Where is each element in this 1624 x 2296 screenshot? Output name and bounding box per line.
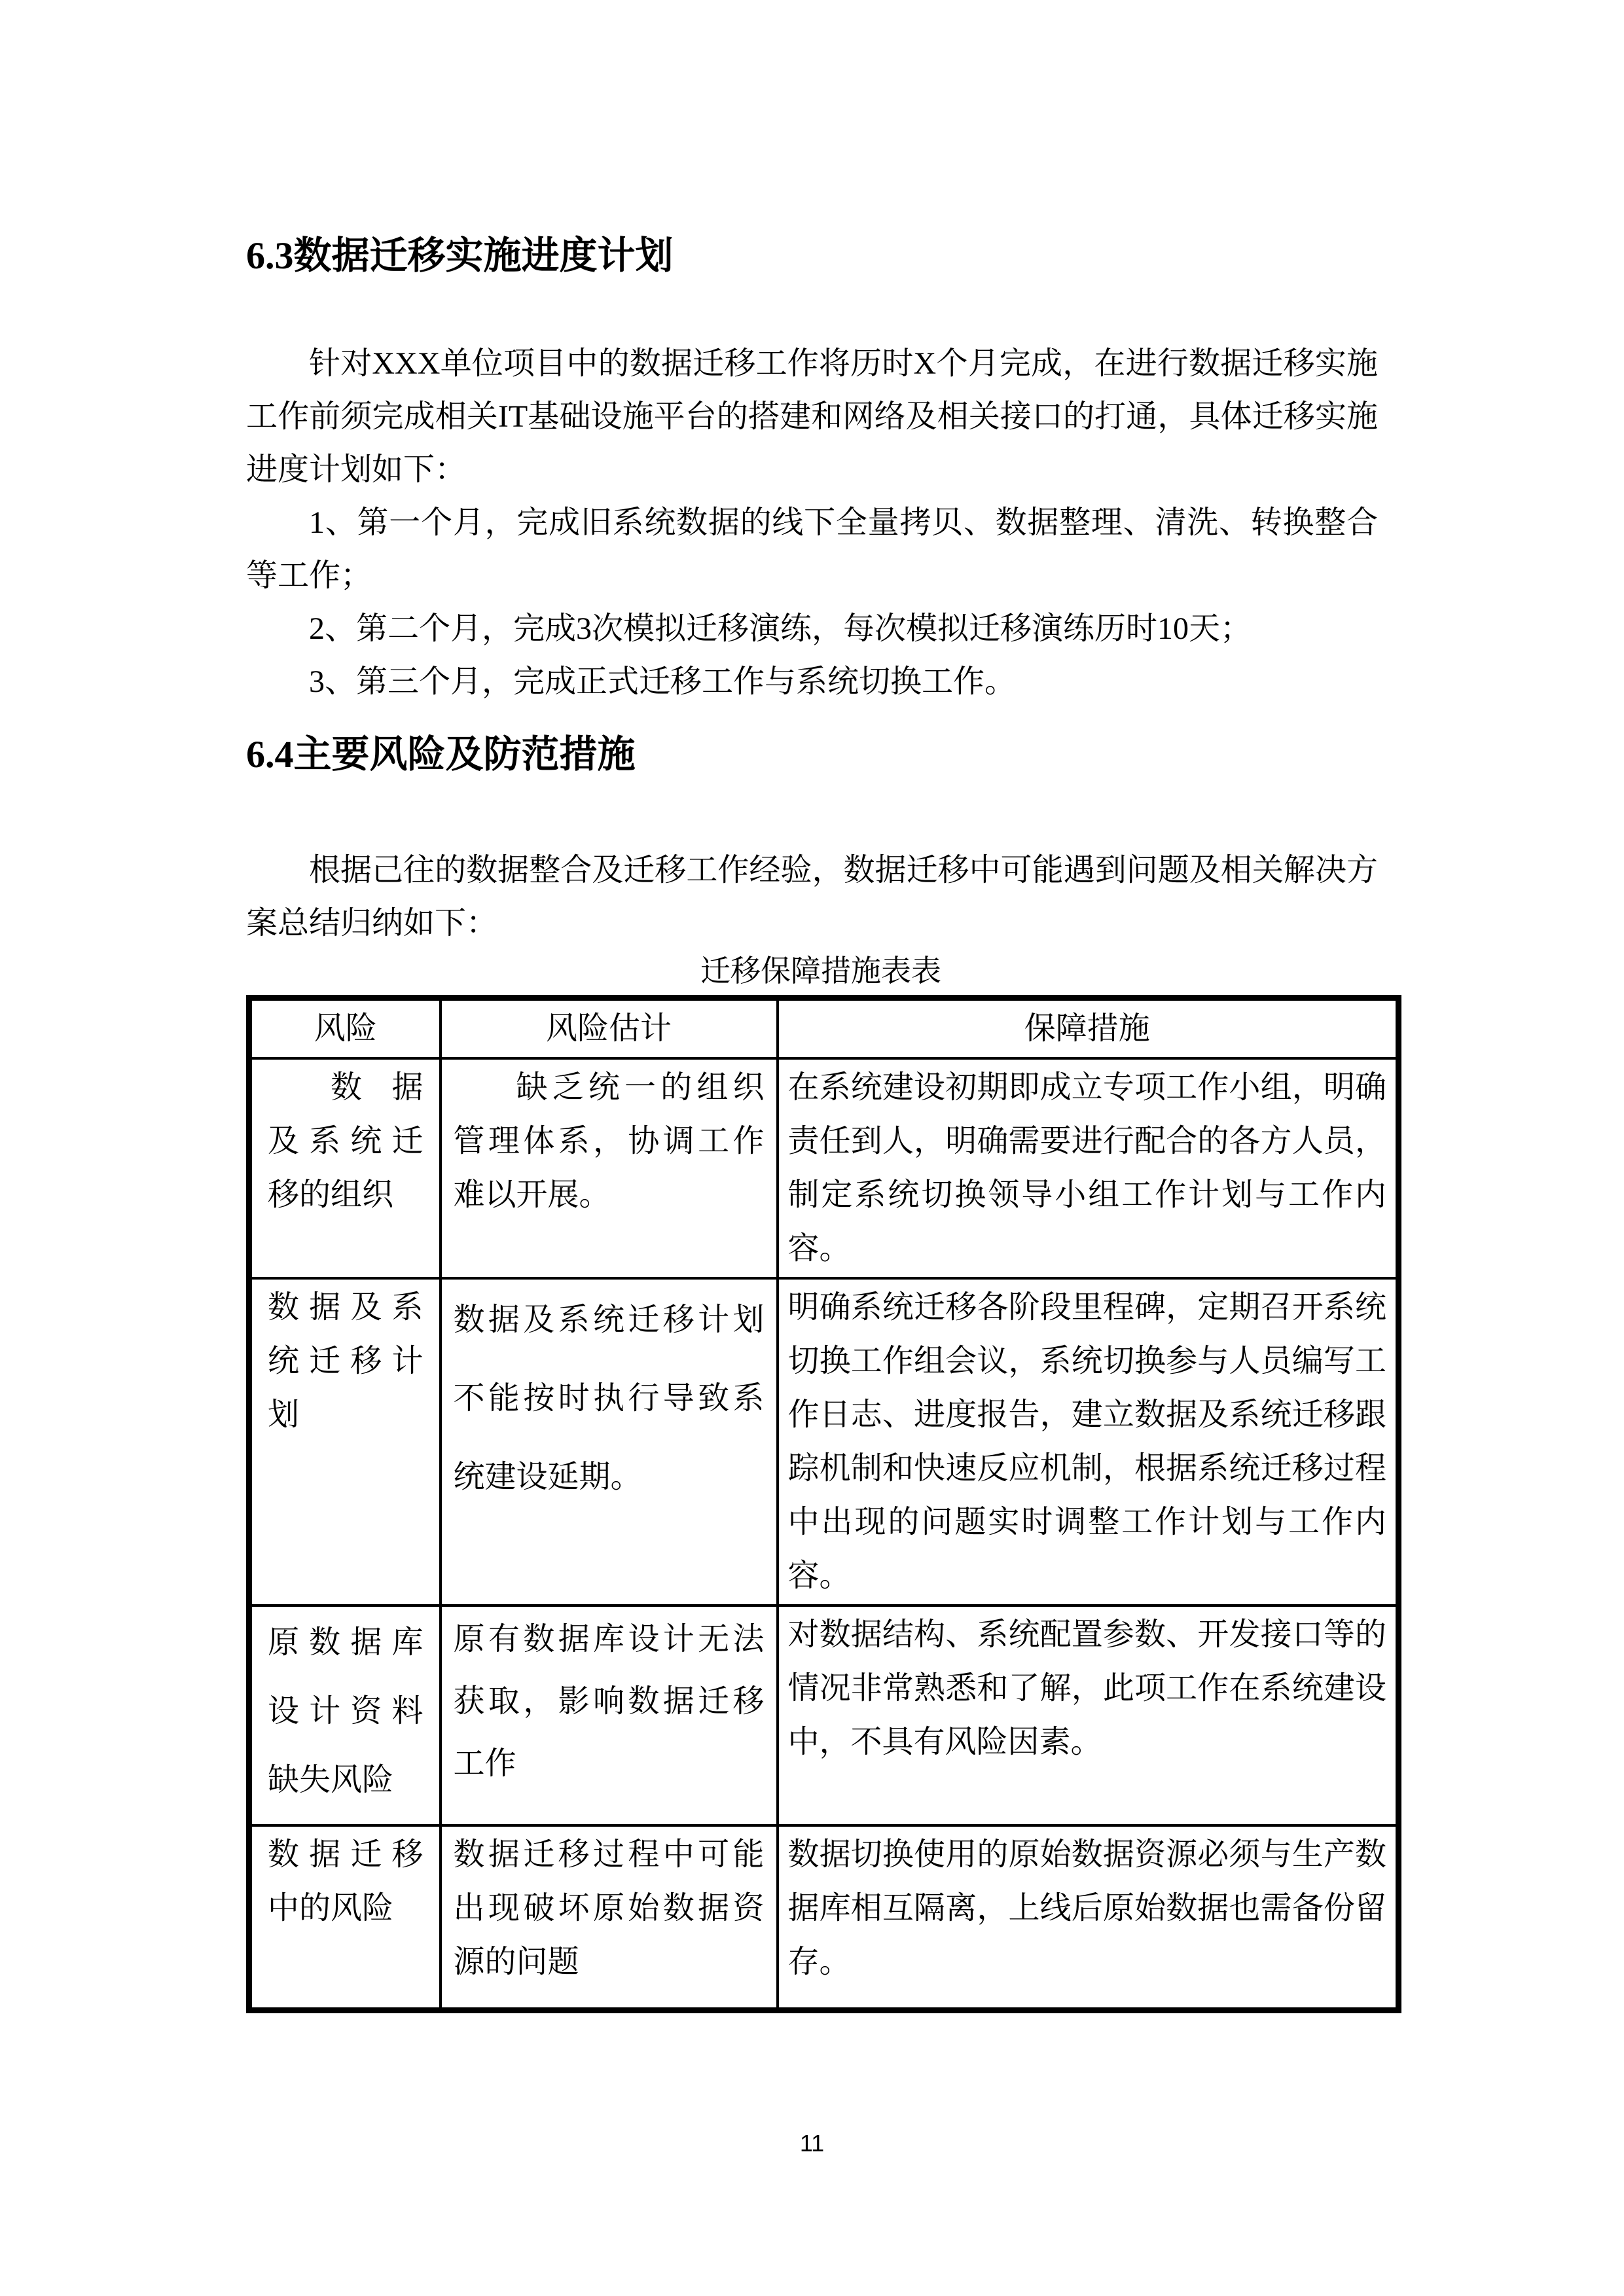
cell-risk: 数据及系统迁移计划 bbox=[249, 1278, 441, 1605]
list-item-month-3: 3、第三个月，完成正式迁移工作与系统切换工作。 bbox=[309, 664, 1017, 699]
column-header-risk: 风险 bbox=[249, 998, 441, 1059]
paragraph-intro: 针对XXX单位项目中的数据迁移工作将历时X个月完成，在进行数据迁移实施工作前须完成相关IT基础设施平台的搭建和网络及相关接口的打通，具体迁移实施进度计划如下： bbox=[246, 346, 1378, 487]
list-item-month-1: 1、第一个月，完成旧系统数据的线下全量拷贝、数据整理、清洗、转换整合等工作； bbox=[246, 505, 1378, 593]
table-row bbox=[249, 1825, 1399, 2010]
table-row bbox=[249, 1058, 1399, 1278]
table-row bbox=[249, 1278, 1399, 1605]
cell-risk: 数据及系统迁移的组织 bbox=[249, 1058, 441, 1278]
cell-measure: 在系统建设初期即成立专项工作小组，明确责任到人，明确需要进行配合的各方人员，制定系统切换领导小组工作计划与工作内容。 bbox=[778, 1058, 1399, 1278]
paragraph-risk-intro: 根据己往的数据整合及迁移工作经验，数据迁移中可能遇到问题及相关解决方案总结归纳如下： bbox=[246, 853, 1378, 941]
cell-risk: 原数据库设计资料缺失风险 bbox=[249, 1605, 441, 1825]
table-title: 迁移保障措施表表 bbox=[700, 954, 941, 988]
page-number: 11 bbox=[799, 2130, 825, 2157]
cell-measure: 数据切换使用的原始数据资源必须与生产数据库相互隔离，上线后原始数据也需备份留存。 bbox=[778, 1825, 1399, 2010]
page-content bbox=[246, 0, 1396, 2013]
cell-estimate: 数据迁移过程中可能出现破坏原始数据资源的问题 bbox=[441, 1825, 778, 2010]
cell-estimate: 原有数据库设计无法获取，影响数据迁移工作 bbox=[441, 1605, 778, 1825]
heading-6-4: 6.4主要风险及防范措施 bbox=[246, 733, 636, 776]
table-header-row bbox=[249, 998, 1399, 1059]
risk-table bbox=[246, 995, 1401, 2013]
column-header-risk-estimate: 风险估计 bbox=[441, 998, 778, 1059]
cell-estimate: 缺乏统一的组织管理体系，协调工作难以开展。 bbox=[441, 1058, 778, 1278]
list-item-month-2: 2、第二个月，完成3次模拟迁移演练，每次模拟迁移演练历时10天； bbox=[309, 611, 1252, 646]
cell-measure: 明确系统迁移各阶段里程碑，定期召开系统切换工作组会议，系统切换参与人员编写工作日志、进度报告，建立数据及系统迁移跟踪机制和快速反应机制，根据系统迁移过程中出现的问题实时调整工作计划与工作内容。 bbox=[778, 1278, 1399, 1605]
cell-estimate: 数据及系统迁移计划不能按时执行导致系统建设延期。 bbox=[441, 1278, 778, 1605]
cell-measure: 对数据结构、系统配置参数、开发接口等的情况非常熟悉和了解，此项工作在系统建设中，不具有风险因素。 bbox=[778, 1605, 1399, 1825]
cell-risk: 数据迁移中的风险 bbox=[249, 1825, 441, 2010]
table-row bbox=[249, 1605, 1399, 1825]
heading-6-3: 6.3数据迁移实施进度计划 bbox=[246, 234, 674, 277]
column-header-safeguard: 保障措施 bbox=[778, 998, 1399, 1059]
